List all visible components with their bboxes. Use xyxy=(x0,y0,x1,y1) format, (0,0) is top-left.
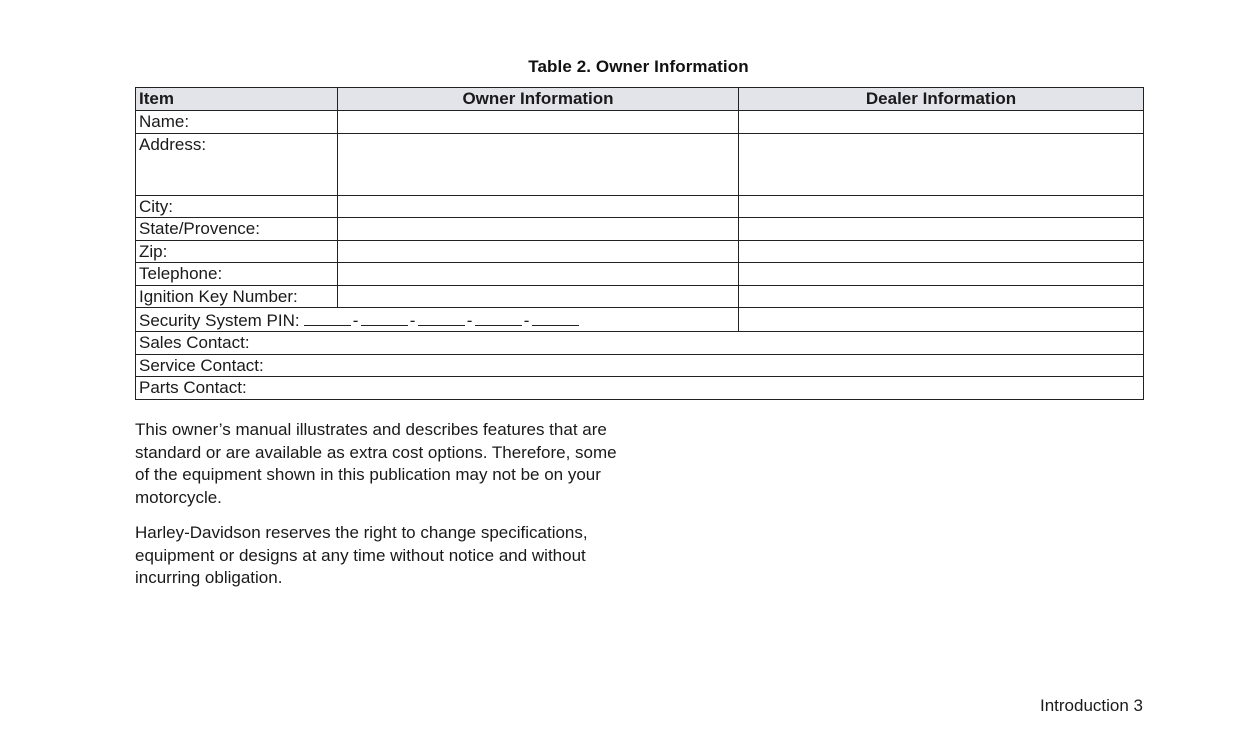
pin-blank[interactable] xyxy=(361,308,408,326)
pin-blank[interactable] xyxy=(418,308,465,326)
table-row-service-contact xyxy=(136,354,1144,377)
table-row-city xyxy=(136,195,1144,218)
dealer-zip-field[interactable] xyxy=(739,240,1144,263)
row-label-address: Address: xyxy=(136,133,338,195)
row-label-city: City: xyxy=(136,195,338,218)
row-label-service-contact: Service Contact: xyxy=(136,354,1144,377)
dealer-address-field[interactable] xyxy=(739,133,1144,195)
header-item: Item xyxy=(136,88,338,111)
dealer-telephone-field[interactable] xyxy=(739,263,1144,286)
pin-separator: - xyxy=(409,311,416,330)
dealer-ignition-key-field[interactable] xyxy=(739,285,1144,308)
table-row-state xyxy=(136,218,1144,241)
table-header-row xyxy=(136,88,1144,111)
dealer-name-field[interactable] xyxy=(739,111,1144,134)
owner-name-field[interactable] xyxy=(338,111,739,134)
page-footer-label: Introduction 3 xyxy=(1039,696,1143,715)
table-row-address xyxy=(136,133,1144,195)
paragraph-optional-equipment: This owner’s manual illustrates and describes features that are standard or are available as extra cost options. Therefore, some of the equipment shown in this publication may not be on your motorcycle. xyxy=(135,420,617,507)
pin-blank[interactable] xyxy=(304,308,351,326)
paragraph-reserves-right: Harley-Davidson reserves the right to change specifications, equipment or designs at any time without notice and without incurring obligation. xyxy=(135,523,588,587)
table-row-parts-contact xyxy=(136,377,1144,400)
row-label-ignition-key: Ignition Key Number: xyxy=(136,285,338,308)
row-label-telephone: Telephone: xyxy=(136,263,338,286)
pin-blank[interactable] xyxy=(475,308,522,326)
pin-entry-blanks[interactable] xyxy=(304,311,579,330)
owner-zip-field[interactable] xyxy=(338,240,739,263)
table-row-sales-contact xyxy=(136,332,1144,355)
dealer-city-field[interactable] xyxy=(739,195,1144,218)
dealer-security-pin-field[interactable] xyxy=(739,308,1144,332)
row-label-zip: Zip: xyxy=(136,240,338,263)
row-label-security-pin: Security System PIN: xyxy=(139,311,300,330)
pin-separator: - xyxy=(523,311,530,330)
owner-state-field[interactable] xyxy=(338,218,739,241)
pin-separator: - xyxy=(466,311,473,330)
dealer-state-field[interactable] xyxy=(739,218,1144,241)
owner-telephone-field[interactable] xyxy=(338,263,739,286)
row-label-sales-contact: Sales Contact: xyxy=(136,332,1144,355)
row-label-state: State/Provence: xyxy=(136,218,338,241)
header-owner-information: Owner Information xyxy=(338,88,739,111)
table-row-ignition-key xyxy=(136,285,1144,308)
owner-city-field[interactable] xyxy=(338,195,739,218)
table-row-telephone xyxy=(136,263,1144,286)
row-label-name: Name: xyxy=(136,111,338,134)
row-label-parts-contact: Parts Contact: xyxy=(136,377,1144,400)
owner-ignition-key-field[interactable] xyxy=(338,285,739,308)
header-dealer-information: Dealer Information xyxy=(739,88,1144,111)
security-pin-cell xyxy=(136,308,739,332)
owner-address-field[interactable] xyxy=(338,133,739,195)
table-row-zip xyxy=(136,240,1144,263)
table-row-security-pin xyxy=(136,308,1144,332)
pin-blank[interactable] xyxy=(532,308,579,326)
owner-information-table xyxy=(135,87,1144,400)
table-caption: Table 2. Owner Information xyxy=(528,57,749,76)
table-row-name xyxy=(136,111,1144,134)
pin-separator: - xyxy=(352,311,359,330)
